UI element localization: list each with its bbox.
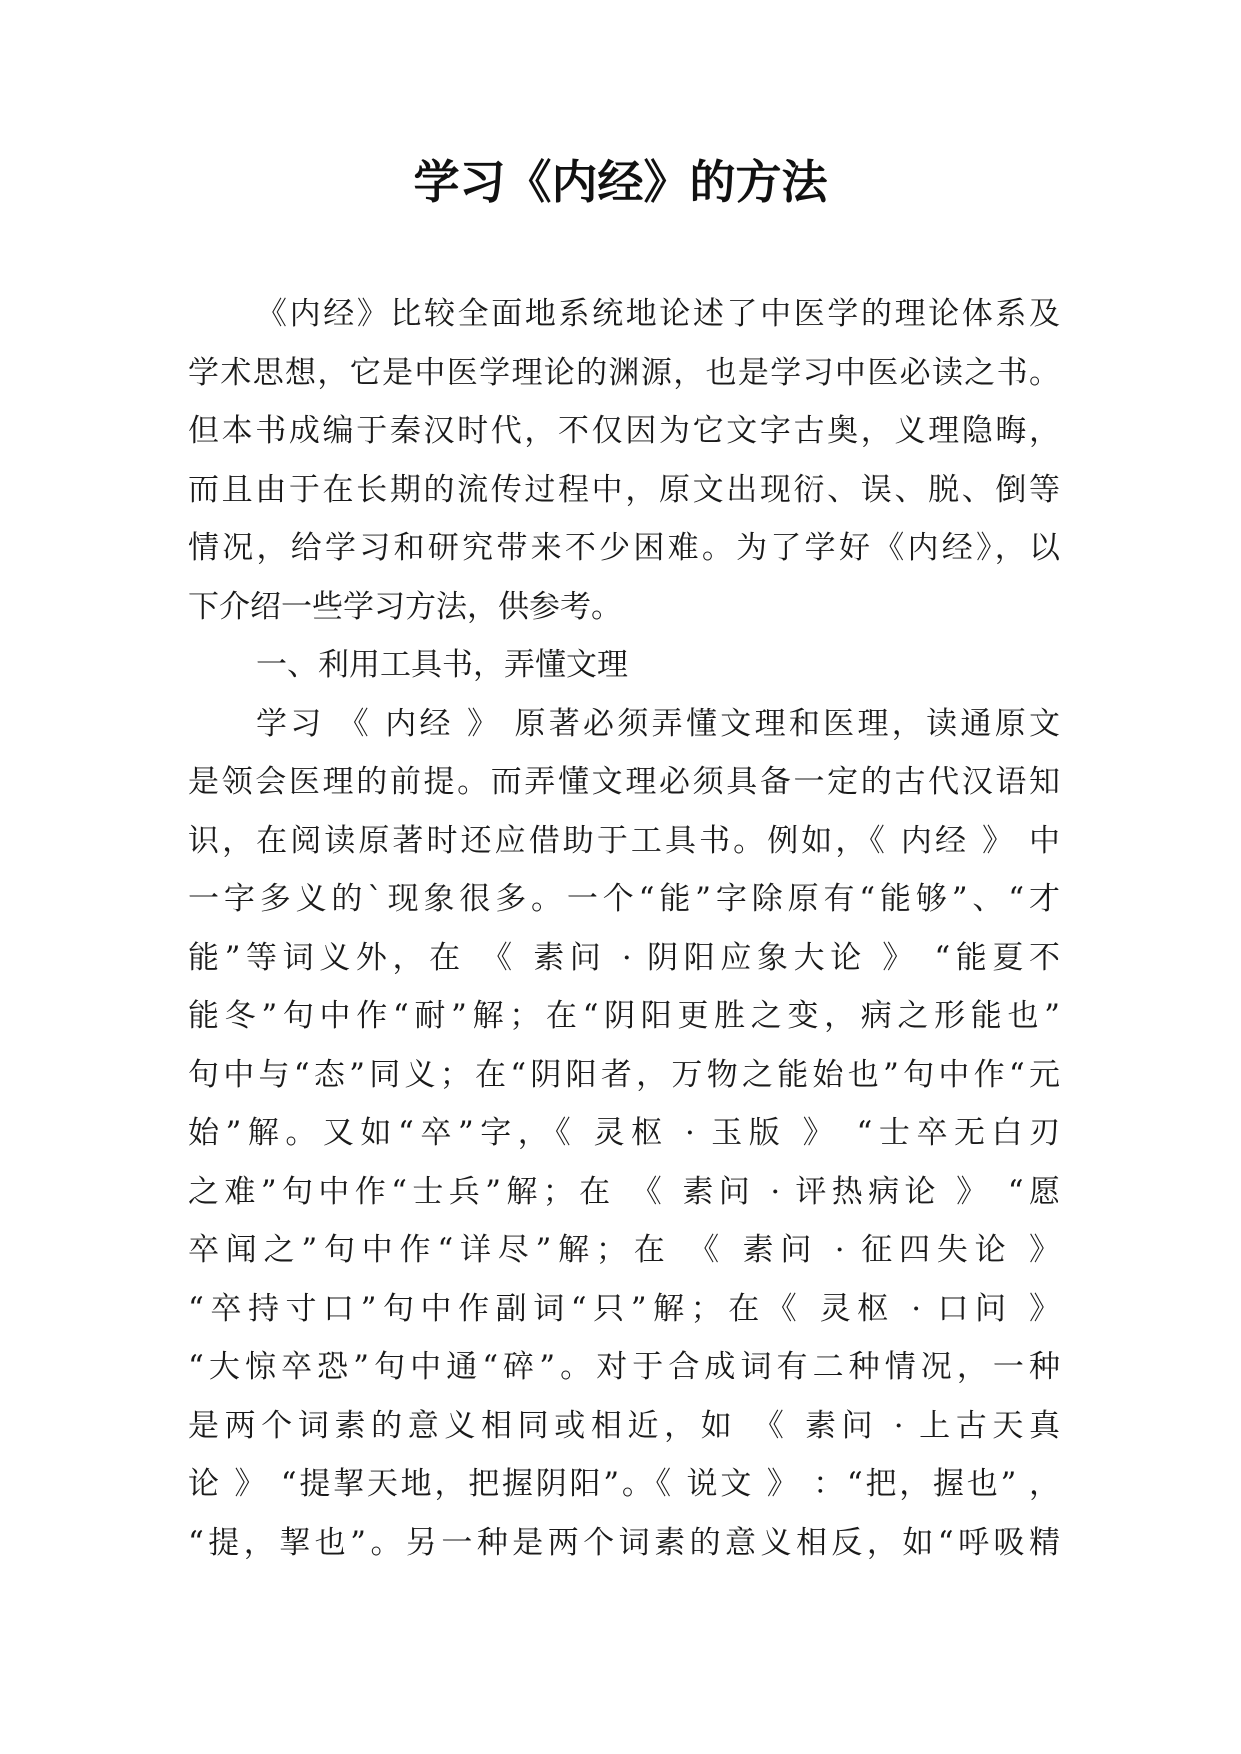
text-line: 情况，给学习和研究带来不少困难。为了学好《内经》，以 (188, 530, 1060, 566)
text-line: 句中与“态”同义；在“阴阳者，万物之能始也”句中作“元 (188, 1056, 1060, 1093)
text-line: 学术思想，它是中医学理论的渊源，也是学习中医必读之书。 (188, 354, 1060, 391)
document-title: 学习《内经》的方法 (413, 155, 828, 209)
text-line: 学习 《 内经 》 原著必须弄懂文理和医理，读通原文 (256, 705, 1060, 742)
text-line: 《内经》比较全面地系统地论述了中医学的理论体系及 (256, 296, 1060, 332)
text-line: “提，挈也”。另一种是两个词素的意义相反，如“呼吸精 (188, 1524, 1060, 1561)
text-line: 论 》 “提挈天地，把握阴阳”。《 说文 》 ：“把，握也” ， (188, 1466, 1060, 1502)
text-line: 下介绍一些学习方法，供参考。 (188, 588, 622, 625)
text-line: 但本书成编于秦汉时代，不仅因为它文字古奥，义理隐晦， (188, 413, 1060, 449)
text-line: 始”解。又如“卒”字，《 灵枢 · 玉版 》 “士卒无白刃 (188, 1115, 1060, 1151)
text-line: 而且由于在长期的流传过程中，原文出现衍、误、脱、倒等 (188, 471, 1060, 508)
text-line: “大惊卒恐”句中通“碎”。对于合成词有二种情况，一种 (188, 1349, 1060, 1385)
text-line: 是两个词素的意义相同或相近，如 《 素问 · 上古天真 (188, 1407, 1060, 1444)
text-line: 之难”句中作“士兵”解；在 《 素问 · 评热病论 》 “愿 (188, 1173, 1060, 1210)
text-line: 识，在阅读原著时还应借助于工具书。例如，《 内经 》 中 (188, 822, 1060, 859)
text-line: 卒闻之”句中作“详尽”解；在 《 素问 · 征四失论 》 (188, 1232, 1060, 1268)
text-line: “卒持寸口”句中作副词“只”解；在《 灵枢 · 口问 》 (188, 1290, 1060, 1327)
text-line: 能”等词义外，在 《 素问 · 阴阳应象大论 》 “能夏不 (188, 939, 1060, 976)
text-line: 是领会医理的前提。而弄懂文理必须具备一定的古代汉语知 (188, 764, 1060, 800)
section-heading: 一、利用工具书，弄懂文理 (256, 647, 628, 683)
text-line: 一字多义的`现象很多。一个“能”字除原有“能够”、“才 (188, 881, 1060, 917)
text-line: 能冬”句中作“耐”解；在“阴阳更胜之变，病之形能也” (188, 998, 1060, 1034)
document-body (188, 285, 1060, 1572)
